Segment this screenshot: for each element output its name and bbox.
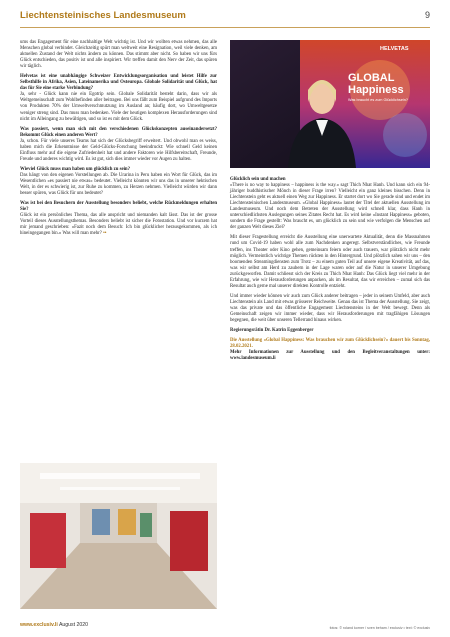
page-number: 9 <box>424 10 430 20</box>
paragraph: Das hängt von den eigenen Vorstellungen ab. Die Urarina in Peru haben ein Wort für Glück, das im Wesentlichen «es passiert nie etwas» bedeutet. Vielleicht könnten wir uns das in unserer hektischen Welt, in der es schwierig ist, zur Ruhe zu kommen, zu Herzen nehmen. Vielleicht würden wir dann besser spüren, was Glück für uns bedeutet? <box>20 172 217 197</box>
question-heading: Was ist bei den Besuchern der Ausstellung besonders beliebt, welche Rückmeldungen erhalten Sie? <box>20 201 217 213</box>
article-end-mark: •• <box>103 231 107 237</box>
question-heading: Helvetas ist eine unabhängige Schweizer Entwicklungsorganisation und leistet Hilfe zur Selbsthilfe in Afrika, Asien, Lateinamerika und Osteuropa. Globale Solidarität und Glück, hat das für Sie eine starke Verbindung? <box>20 74 217 92</box>
paragraph: Ja, sehr - Glück kann nie ein Egotrip sein. Globale Solidarität besteht darin, dass wir als Weltgemeinschaft zum Wohlbefinden aller beitragen. Bei uns fällt zum Beispiel aufgrund des Imports von Produkten 70% der Umweltverschmutzung im Ausland an; häufig dort, wo Umweltgesetze weniger streng sind. Das muss man bedenken. Viele der heutigen komplexen Herausforderungen sind nicht im Alleingang zu bewältigen, und so ist es mit dem Glück. <box>20 92 217 122</box>
page-footer <box>20 622 88 628</box>
photo-credits: fotos: © roland korner / sven beham / exclusiv • text: © exclusiv <box>329 626 430 630</box>
banner-brand: HELVETAS <box>380 46 409 52</box>
banner-subtitle: Was braucht es zum Glücklichsein? <box>348 98 408 102</box>
question-heading: Wieviel Glück muss man haben um glücklich zu sein? <box>20 166 130 172</box>
question-heading: Was passiert, wenn man sich mit den verschiedenen Glückskonzepten auseinandersetzt? Bekommt Glück einen anderen Wert? <box>20 126 217 138</box>
exhibition-photo-portrait <box>230 40 430 168</box>
issue-date: August 2020 <box>58 622 89 628</box>
paragraph: Und immer wieder können wir auch zum Glück anderer beitragen – jeder in seinem Umfeld, aber auch Liechtenstein als Land mit etwas grösserer Reichweite. Genau das ist Thema der Ausstellung. Sie zeigt, was das private und das öffentliche Engagement Liechtensteins in der Welt bewegt. Denn als Gemeinschaft zeigen wir immer wieder, dass wir Herausforderungen mit tragfähigen Lösungen begegnen, die weit über unseren Tellerrand hinaus wirken. <box>230 293 430 324</box>
paragraph: ums das Engagement für eine nachhaltige Welt wichtig ist. Und wir wollten etwas nehmen, das alle Menschen global verbindet. Gleichzeitig spürt man weltweit eine Resignation, weil viele denken, am aktuellen Zustand der Welt nichts ändern zu können. Das stimmt aber nicht. So haben wir uns fürs Glück entschieden, das positiv ist und alle inspiriert. Wir treffen damit den Nerv der Zeit, das spüren wir täglich. <box>20 40 217 70</box>
exhibition-photo-hall <box>20 463 217 609</box>
section-heading: Glücklich sein und machen <box>230 177 286 182</box>
header-rule <box>20 27 430 28</box>
exhibition-dates-info: Die Ausstellung «Global Happiness: Was brauchen wir zum Glücklichsein?» dauert bis Sonntag, 28.02.2021. <box>230 338 430 350</box>
magazine-section-title: Liechtensteinisches Landesmuseum <box>20 10 186 21</box>
paragraph: Ja, schon. Für viele unseres Teams hat sich der Glücksbegriff erweitert. Und obwohl man es weiss, haben mich die Erkenntnisse der Geld-Glücks-Forschung beeindruckt: Wie schnell Geld keinen Einfluss mehr auf die eigene Zufriedenheit hat und andere Faktoren wie Hilfsbereitschaft, Freunde, Freude und anderes wichtig wird. Es ist gut, sich dies immer wieder vor Augen zu halten. <box>20 138 217 162</box>
paragraph: «There is no way to happiness – happiness is the way.» sagt Thich Nhat Hanh. Und kann sich ein 94-jähriger buddhistischer Mönch in dieser Frage irren? Vielleicht ein ganz kleines bisschen. Denn in Liechtenstein geht es aktuell einen Weg zur Happiness. Er startet dort wo Sie gerade sind und endet im Liechtensteinischen Landesmuseum. «Global Happiness» lautet der Titel der aktuellen Ausstellung im Landesmuseum. Und noch dem Betreten der Ausstellung wird schnell klar, dass Hanh in unterschiedlichsten Auslegungen seines Zitates Recht hat. Es wird keine «Instant Happiness» geboten, sondern die Frage gestellt: Was braucht es, um glücklich zu sein und wie verfolgen die Menschen auf der ganzen Welt dieses Ziel? <box>230 183 430 231</box>
magazine-url: www.exclusiv.li <box>20 622 58 628</box>
right-column-text <box>230 177 430 366</box>
page-header <box>20 10 430 26</box>
banner-title: GLOBAL Happiness <box>348 72 404 96</box>
paragraph: Glück ist ein persönliches Thema, das alle anspricht und niemanden kalt lässt. Das ist der grosse Vorteil dieses Ausstellungsthemas. Besonders beliebt ist sicher die Fotostation. Und vor kurzem hat mir jemand geschrieben: «Fazit noch dem Besuch: Ich bin glücklicher herausgekommen, als ich hineingegangen bin.» Was will man mehr? <box>20 213 217 237</box>
paragraph: Mit dieser Fragestellung erreicht die Ausstellung eine unerwartete Aktualität, denn die Massnahmen rund um Covid-19 haben wohl alle zum Nachdenken angeregt. Selbstverständliches, wie Freunde treffen, ins Theater oder Kino gehen, gemeinsam feiern oder auch trauern, war plötzlich nicht mehr möglich. Vermeintlich wichtige Themen rückten in den Hintergrund. Und plötzlich sahen wir uns – den boomenden Streamingdiensten zum Trotz – zu einem guten Teil auf unsere eigene Kreativität, auf das, was wir selbst am Herd zu zaubern in der Lage waren oder auf die Natur in unserer Umgebung zurückgeworfen. Damit schliesst sich der Kreis zu Thich Nhat Hanh: Das Glück liegt viel mehr in der Erfahrung, wie wir Herausforderungen anpacken, als im Resultat, das wir erreichen – zumal sich das Resultat auch gerne mal unserer direkten Kontrolle entzieht. <box>230 235 430 289</box>
left-column-text <box>20 40 217 241</box>
more-info-link-text: Mehr Informationen zur Ausstellung und den Begleitveranstaltungen unter: www.landesmuseum.li <box>230 350 430 362</box>
author-signature: Regierungsrätin Dr. Katrin Eggenberger <box>230 328 314 334</box>
